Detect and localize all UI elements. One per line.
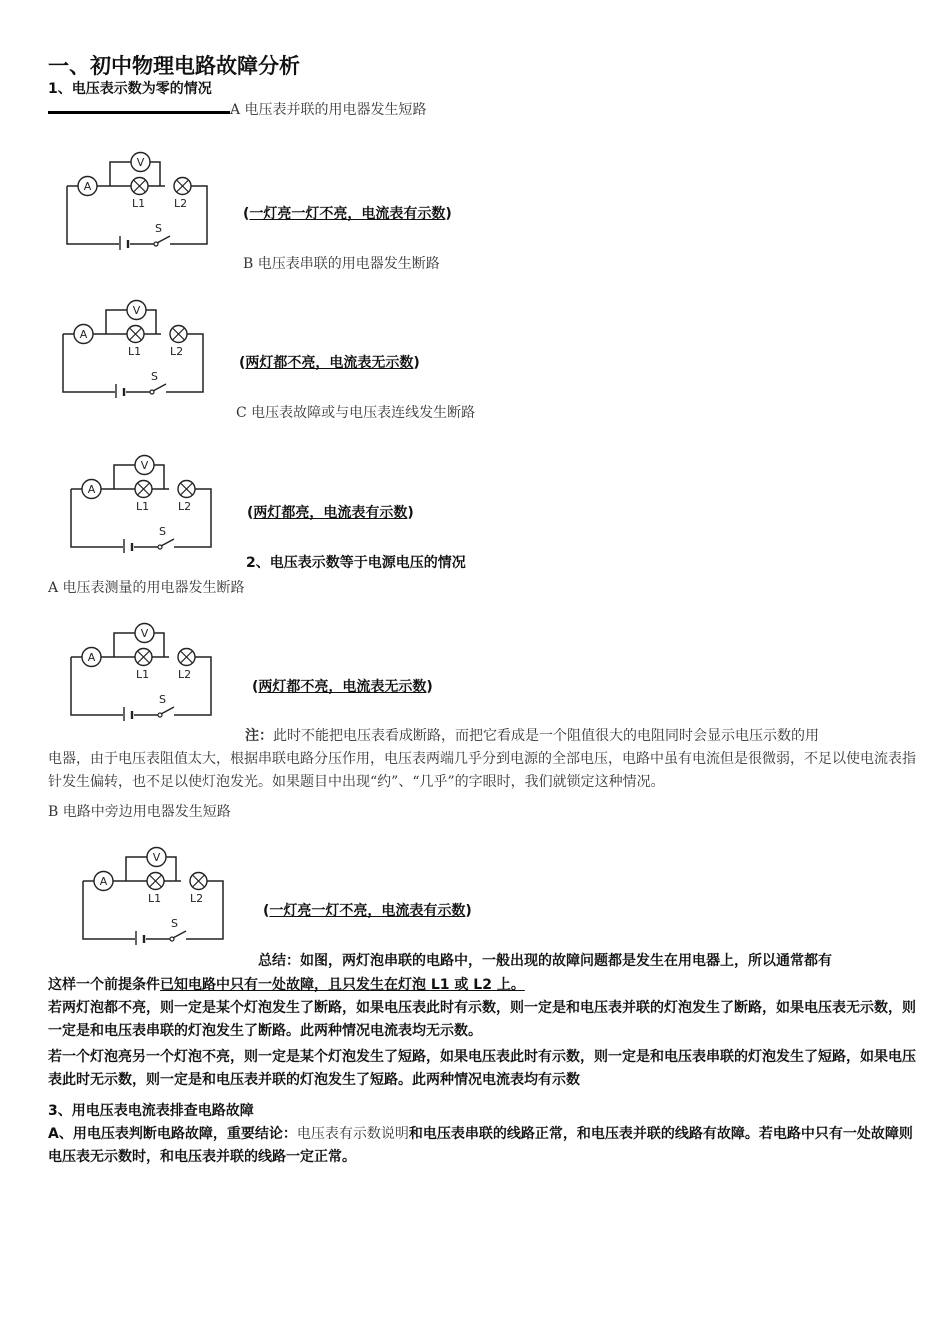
wire [110, 162, 131, 186]
circuit-diagram-2 [58, 298, 213, 398]
voltmeter-icon-label: V [140, 627, 149, 640]
switch-label: S [171, 917, 178, 930]
s1-case-a-label: A 电压表并联的用电器发生短路 [230, 102, 427, 118]
switch-label: S [159, 525, 166, 538]
voltmeter-icon-label: V [152, 851, 161, 864]
section3-heading: 3、用电压表电流表排查电路故障 [48, 1103, 254, 1119]
lamp-l1-label: L1 [148, 892, 162, 905]
ammeter-icon-label: A [87, 651, 96, 664]
lamp-l1-label: L1 [128, 345, 142, 358]
summary-first-line: 总结：如图，两灯泡串联的电路中，一般出现的故障问题都是发生在用电器上，所以通常都有 [258, 953, 832, 969]
circuit-diagram-3 [66, 453, 221, 553]
divider-line [48, 111, 230, 114]
note-paragraph: 电器，由于电压表阻值太大，根据串联电路分压作用，电压表两端几乎分到电源的全部电压，电路中虽有电流但是很微弱，不足以使电流表指针发生偏转，也不足以使灯泡发光。如果题目中出现“约”、“几乎”的字眼时，我们就锁定这种情况。 [48, 751, 916, 790]
page-title: 一、初中物理电路故障分析 [48, 54, 300, 78]
s1-case-c-label: C 电压表故障或与电压表连线发生断路 [236, 405, 476, 421]
s2-case-a-observation: (两灯都不亮，电流表无示数) [252, 679, 433, 695]
wire [174, 489, 211, 547]
wire [114, 465, 135, 489]
s1-case-b-observation: (两灯都不亮，电流表无示数) [239, 355, 420, 371]
wire [146, 310, 156, 334]
summary-short-circuit-paragraph: 若一个灯泡亮另一个灯泡不亮，则一定是某个灯泡发生了短路，如果电压表此时有示数，则一定是和电压表串联的灯泡发生了短路，如果电压表此时无示数，则一定是和电压表并联的灯泡发生了短路。此两种情况电流表均有示数 [48, 1049, 916, 1088]
s2-case-b-observation: (一灯亮一灯不亮，电流表有示数) [263, 903, 472, 919]
lamp-l1-label: L1 [136, 500, 150, 513]
wire [154, 633, 164, 657]
wire [166, 857, 176, 881]
wire [71, 657, 123, 715]
switch-label: S [151, 370, 158, 383]
ammeter-icon-label: A [79, 328, 88, 341]
circuit-diagram-5 [78, 845, 233, 945]
section2-heading: 2、电压表示数等于电源电压的情况 [246, 555, 466, 571]
wire [71, 489, 123, 547]
lamp-l1-label: L1 [132, 197, 146, 210]
lamp-l2-label: L2 [178, 500, 192, 513]
wire [83, 881, 135, 939]
summary-second-line: 这样一个前提条件已知电路中只有一处故障，且只发生在灯泡 L1 或 L2 上。 [48, 977, 525, 993]
wire [63, 334, 115, 392]
summary-open-circuit-paragraph: 若两灯泡都不亮，则一定是某个灯泡发生了断路，如果电压表此时有示数，则一定是和电压表并联的灯泡发生了断路，如果电压表无示数，则一定是和电压表串联的灯泡发生了断路。此两种情况电流表均无示数。 [48, 1000, 916, 1039]
circuit-diagram-1 [62, 150, 217, 250]
wire [170, 186, 207, 244]
voltmeter-icon-label: V [132, 304, 141, 317]
ammeter-icon-label: A [87, 483, 96, 496]
circuit-diagram-4 [66, 621, 221, 721]
voltmeter-icon-label: V [136, 156, 145, 169]
switch-label: S [155, 222, 162, 235]
switch-label: S [159, 693, 166, 706]
s1-case-c-observation: (两灯都亮，电流表有示数) [247, 505, 414, 521]
wire [166, 334, 203, 392]
s2-case-b-label: B 电路中旁边用电器发生短路 [48, 804, 231, 820]
voltmeter-icon-label: V [140, 459, 149, 472]
wire [114, 633, 135, 657]
wire [186, 881, 223, 939]
wire [174, 657, 211, 715]
lamp-l2-label: L2 [190, 892, 204, 905]
s1-case-b-label: B 电压表串联的用电器发生断路 [243, 256, 440, 272]
section1-heading: 1、电压表示数为零的情况 [48, 81, 212, 97]
s3-conclusion-paragraph: A、用电压表判断电路故障，重要结论：电压表有示数说明和电压表串联的线路正常，和电压表并联的线路有故障。若电路中只有一处故障则电压表无示数时，和电压表并联的线路一定正常。 [48, 1126, 913, 1165]
lamp-l2-label: L2 [178, 668, 192, 681]
lamp-l2-label: L2 [170, 345, 184, 358]
lamp-l1-label: L1 [136, 668, 150, 681]
wire [106, 310, 127, 334]
ammeter-icon-label: A [99, 875, 108, 888]
wire [154, 465, 164, 489]
wire [67, 186, 119, 244]
lamp-l2-label: L2 [174, 197, 188, 210]
ammeter-icon-label: A [83, 180, 92, 193]
note-first-line: 注：此时不能把电压表看成断路，而把它看成是一个阻值很大的电阻同时会显示电压示数的用 [245, 728, 819, 744]
s1-case-a-observation: (一灯亮一灯不亮，电流表有示数) [243, 206, 452, 222]
wire [126, 857, 147, 881]
wire [150, 162, 160, 186]
s2-case-a-label: A 电压表测量的用电器发生断路 [48, 580, 245, 596]
